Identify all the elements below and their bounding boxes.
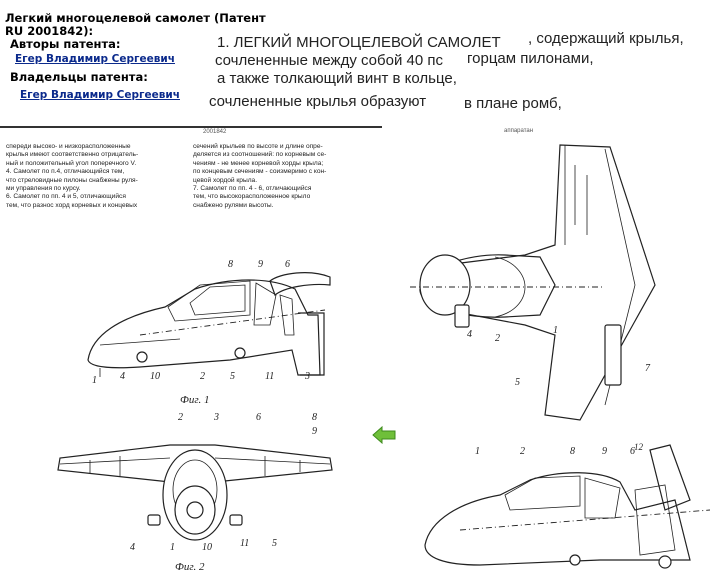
claim-line2b: горцам пилонами,	[467, 50, 594, 67]
fig1-label-5: 5	[230, 371, 235, 382]
scan-top-rule	[0, 126, 382, 128]
fig4-label-2: 2	[520, 446, 525, 457]
figure-1-side-view	[80, 255, 335, 410]
fig4-label-12: 12	[634, 442, 643, 452]
fig2-label-10: 10	[202, 542, 212, 553]
fig1-label-10: 10	[150, 371, 160, 382]
authors-label: Авторы патента:	[10, 37, 121, 51]
claim-line1a: 1. ЛЕГКИЙ МНОГОЦЕЛЕВОЙ САМОЛЕТ	[217, 34, 501, 51]
green-left-arrow-icon[interactable]	[372, 426, 396, 444]
fig2-label-8: 8	[312, 412, 317, 423]
claim-line3: а также толкающий винт в кольце,	[217, 70, 457, 87]
fig2-caption: Фиг. 2	[175, 561, 205, 573]
figure-2-front-view	[50, 410, 340, 573]
fig2-label-1: 1	[170, 542, 175, 553]
fig4-label-6: 6	[630, 446, 635, 457]
fig3-label-1: 1	[553, 325, 558, 336]
figure-4-side-view	[420, 440, 716, 573]
owner-link[interactable]: Егер Владимир Сергеевич	[20, 89, 180, 101]
scan-right-column: сечений крыльев по высоте и длине опре- деляется из соотношений: по корневым се- чениям - не менее корневой хорды крыла; по концевым сечениям - соизмеримо с кон- цевой хордой крыла. 7. Самолет по пп. 4 - 6, отличающийся тем, что высокорасположенное крыло снабжено рулями высоты.	[193, 143, 327, 209]
author-link[interactable]: Егер Владимир Сергеевич	[15, 53, 175, 65]
figure-3-plan-view	[405, 135, 665, 425]
fig1-label-6: 6	[285, 259, 290, 270]
fig4-label-8: 8	[570, 446, 575, 457]
fig2-label-3: 3	[214, 412, 219, 423]
patent-title-line2: RU 2001842):	[5, 24, 94, 38]
fig3-label-7: 7	[645, 363, 650, 374]
fig1-label-1: 1	[92, 375, 97, 386]
patent-title-line1: Легкий многоцелевой самолет (Патент	[5, 11, 266, 25]
fig4-label-1: 1	[475, 446, 480, 457]
fig2-label-6: 6	[256, 412, 261, 423]
claim-line2a: сочлененные между собой 40 пс	[215, 52, 443, 69]
owners-label: Владельцы патента:	[10, 70, 148, 84]
fig2-label-11: 11	[240, 538, 250, 549]
scan-page-ref: 2001842	[203, 129, 227, 135]
fig2-label-5: 5	[272, 538, 277, 549]
fig2-label-2: 2	[178, 412, 183, 423]
fig3-label-2: 2	[495, 333, 500, 344]
fig1-caption: Фиг. 1	[180, 394, 210, 406]
fig3-label-5: 5	[515, 377, 520, 388]
fig4-label-9: 9	[602, 446, 607, 457]
fig1-label-4: 4	[120, 371, 125, 382]
claim-line4b: в плане ромб,	[464, 95, 562, 112]
fig3-label-4: 4	[467, 329, 472, 340]
fig2-label-4: 4	[130, 542, 135, 553]
fig1-label-2: 2	[200, 371, 205, 382]
claim-line4a: сочлененные крылья образуют	[209, 93, 427, 110]
fig1-label-8: 8	[228, 259, 233, 270]
scan-header-right: аппаратан	[504, 128, 534, 134]
scan-left-column: спереди высоко- и низкорасположенные крылья имеют соответственно отрицатель- ный и положительный угол поперечного V. 4. Самолет по п.4, отличающийся тем, что стреловидные пилоны снабжены руля- ми управления по курсу. 6. Самолет по пп. 4 и 5, отличающийся тем, что разнос хорд корневых и концевых	[6, 143, 139, 209]
fig1-label-11: 11	[265, 371, 275, 382]
claim-line1b: , содержащий крылья,	[528, 30, 684, 47]
fig2-label-9: 9	[312, 426, 317, 437]
fig1-label-9: 9	[258, 259, 263, 270]
fig1-label-3: 3	[305, 371, 310, 382]
